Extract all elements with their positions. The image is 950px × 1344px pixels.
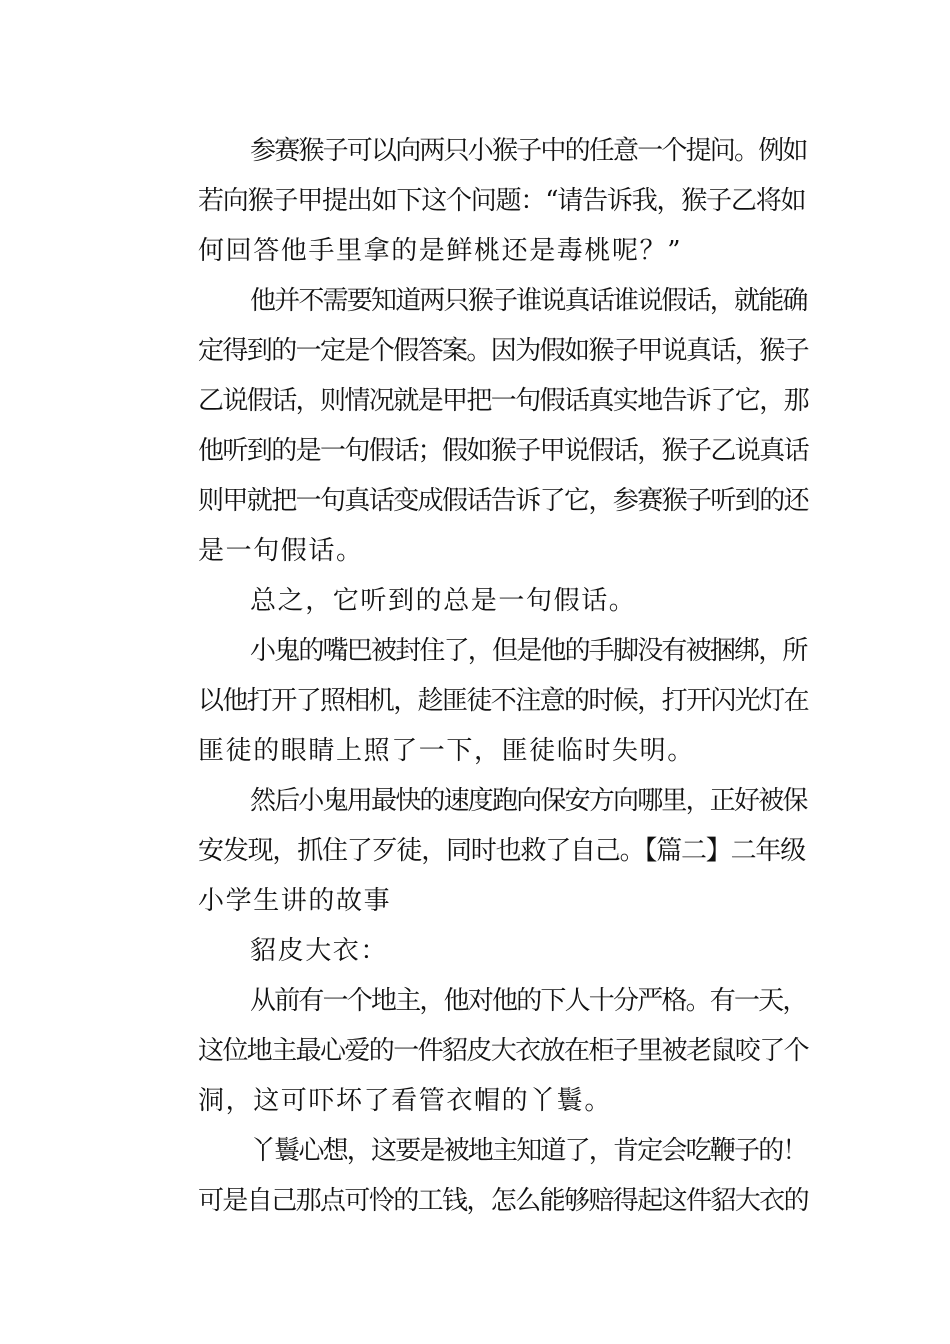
- paragraph-8: [146, 1126, 808, 1226]
- text-line: 可是自己那点可怜的工钱，怎么能够赔得起这件貂大衣的: [198, 1186, 809, 1216]
- paragraph-3: [146, 576, 808, 626]
- text-line: 他并不需要知道两只猴子谁说真话谁说假话，就能确: [250, 286, 807, 316]
- paragraph-4: [146, 626, 808, 776]
- text-line: 若向猴子甲提出如下这个问题：“请告诉我，猴子乙将如: [198, 186, 806, 216]
- text-line: 貂皮大衣：: [250, 936, 389, 966]
- text-line: 总之，它听到的总是一句假话。: [250, 586, 637, 616]
- text-line: 定得到的一定是个假答案。因为假如猴子甲说真话，猴子: [198, 336, 809, 366]
- paragraph-2: [146, 276, 808, 576]
- paragraph-1: [146, 126, 808, 276]
- text-line: 乙说假话，则情况就是甲把一句假话真实地告诉了它，那: [198, 386, 809, 416]
- text-line: 他听到的是一句假话；假如猴子甲说假话，猴子乙说真话: [198, 436, 809, 466]
- text-line: 洞，这可吓坏了看管衣帽的丫鬟。: [198, 1086, 613, 1116]
- text-line: 小学生讲的故事: [198, 886, 392, 916]
- text-line: 从前有一个地主，他对他的下人十分严格。有一天，: [250, 986, 807, 1016]
- paragraph-6: [146, 926, 808, 976]
- text-line: 何回答他手里拿的是鲜桃还是毒桃呢？”: [198, 236, 683, 266]
- text-line: 以他打开了照相机，趁匪徒不注意的时候，打开闪光灯在: [198, 686, 809, 716]
- text-line: 则甲就把一句真话变成假话告诉了它，参赛猴子听到的还: [198, 486, 809, 516]
- paragraph-7: [146, 976, 808, 1126]
- text-line: 参赛猴子可以向两只小猴子中的任意一个提问。例如: [250, 136, 807, 166]
- paragraph-5: [146, 776, 808, 926]
- text-line: 是一句假话。: [198, 536, 364, 566]
- text-line: 小鬼的嘴巴被封住了，但是他的手脚没有被捆绑，所: [250, 636, 807, 666]
- document-body: [146, 126, 808, 1226]
- text-line: 这位地主最心爱的一件貂皮大衣放在柜子里被老鼠咬了个: [198, 1036, 809, 1066]
- text-line: 丫鬟心想，这要是被地主知道了，肯定会吃鞭子的！: [250, 1136, 807, 1166]
- text-line: 匪徒的眼睛上照了一下，匪徒临时失明。: [198, 736, 695, 766]
- text-line: 安发现，抓住了歹徒，同时也救了自己。【篇二】二年级: [198, 836, 806, 866]
- text-line: 然后小鬼用最快的速度跑向保安方向哪里，正好被保: [250, 786, 807, 816]
